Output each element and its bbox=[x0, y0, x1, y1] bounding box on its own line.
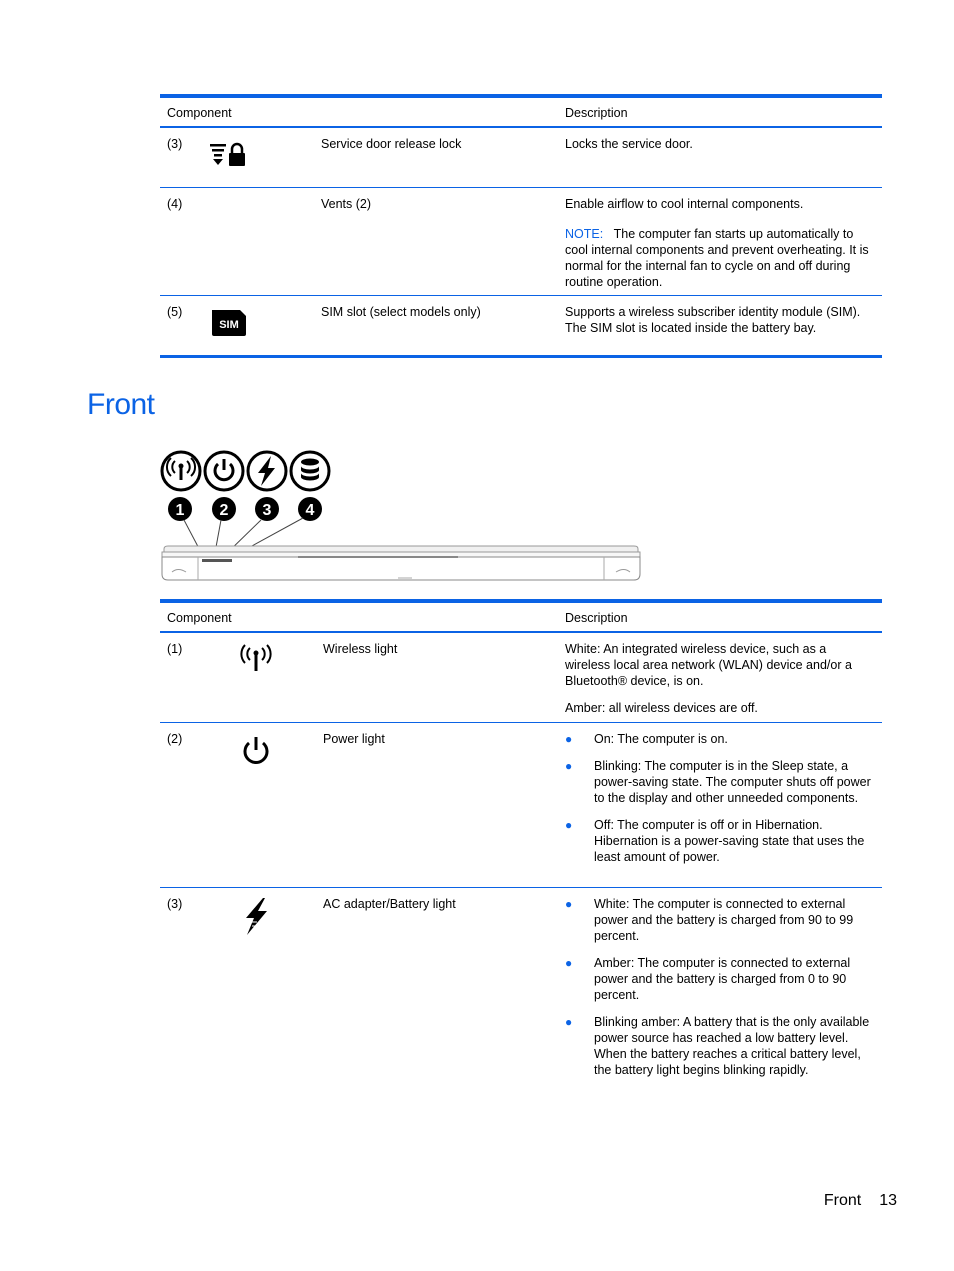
page-footer bbox=[824, 1192, 897, 1210]
bullet-icon: ● bbox=[565, 818, 573, 832]
table-header bbox=[160, 599, 882, 633]
sim-icon-text: SIM bbox=[219, 319, 239, 331]
sim-icon bbox=[212, 310, 248, 340]
component-name: SIM slot (select models only) bbox=[321, 305, 481, 319]
table-row bbox=[160, 128, 882, 188]
note-text: The computer fan starts up automatically to cool internal components and prevent overheating. It is normal for the internal fan to cycle on and off during routine operation. bbox=[565, 227, 869, 289]
wireless-icon bbox=[162, 452, 200, 490]
component-description bbox=[565, 641, 870, 727]
note-label: NOTE: bbox=[565, 227, 604, 241]
description-text: Locks the service door. bbox=[565, 137, 693, 151]
laptop-front bbox=[162, 546, 640, 580]
list-item: ● Amber: The computer is connected to external power and the battery is charged from 0 to 90 percent. bbox=[565, 956, 851, 1002]
wireless-icon bbox=[239, 644, 273, 678]
component-description bbox=[565, 196, 877, 301]
list-item: ● Blinking amber: A battery that is the only available power source has reached a low battery level. When the battery reaches a critical battery level, the battery light begins blinking rapidly. bbox=[565, 1015, 870, 1077]
component-description bbox=[565, 731, 877, 876]
header-description: Description bbox=[565, 611, 628, 625]
bullet-icon: ● bbox=[565, 732, 573, 746]
svg-text:2: 2 bbox=[219, 502, 229, 519]
front-view-illustration bbox=[158, 448, 644, 593]
row-number: (3) bbox=[167, 137, 183, 151]
description-text: Supports a wireless subscriber identity module (SIM). The SIM slot is located inside the battery bay. bbox=[565, 305, 861, 335]
bullet-icon: ● bbox=[565, 956, 573, 970]
header-component: Component bbox=[167, 106, 232, 120]
svg-text:3: 3 bbox=[262, 502, 272, 519]
list-item: ● Blinking: The computer is in the Sleep state, a power-saving state. The computer shuts off power to the display and other unneeded components. bbox=[565, 759, 871, 805]
list-item: ● Off: The computer is off or in Hibernation. Hibernation is a power-saving state that uses the least amount of power. bbox=[565, 818, 865, 864]
bullet-list bbox=[565, 896, 877, 1078]
svg-text:4: 4 bbox=[305, 502, 315, 519]
row-number: (5) bbox=[167, 305, 183, 319]
section-title: Front bbox=[87, 388, 155, 421]
bullet-icon: ● bbox=[565, 759, 573, 773]
row-number: (4) bbox=[167, 197, 183, 211]
row-number: (1) bbox=[167, 642, 183, 656]
list-item: ● White: The computer is connected to external power and the battery is charged from 90 to 99 percent. bbox=[565, 897, 854, 943]
header-description: Description bbox=[565, 106, 628, 120]
svg-text:1: 1 bbox=[175, 502, 185, 519]
component-name: Service door release lock bbox=[321, 137, 462, 151]
component-name: Wireless light bbox=[323, 642, 398, 656]
callout-4 bbox=[298, 497, 322, 521]
description-text: White: An integrated wireless device, such as a wireless local area network (WLAN) device and/or a Bluetooth® device, is on. bbox=[565, 642, 852, 688]
table-header bbox=[160, 94, 882, 128]
component-description bbox=[565, 304, 875, 347]
page-number: 13 bbox=[879, 1192, 897, 1209]
bullet-icon: ● bbox=[565, 1015, 573, 1029]
callout-3 bbox=[255, 497, 279, 521]
list-item: ● On: The computer is on. bbox=[565, 732, 728, 746]
component-name: Vents (2) bbox=[321, 197, 372, 211]
row-number: (2) bbox=[167, 732, 183, 746]
table-row bbox=[160, 188, 882, 296]
component-description bbox=[565, 136, 875, 163]
component-name: AC adapter/Battery light bbox=[323, 897, 456, 911]
description-text: Enable airflow to cool internal components. bbox=[565, 197, 804, 211]
component-description bbox=[565, 896, 877, 1089]
footer-section: Front bbox=[823, 1192, 862, 1209]
ac-adapter-icon bbox=[248, 452, 286, 490]
bullet-list bbox=[565, 731, 877, 865]
power-icon bbox=[241, 736, 271, 770]
row-number: (3) bbox=[167, 897, 183, 911]
bullet-icon: ● bbox=[565, 897, 573, 911]
components-table-front bbox=[160, 599, 882, 1098]
components-table-top bbox=[160, 94, 882, 358]
ac-adapter-battery-icon bbox=[243, 898, 269, 940]
description-text: Amber: all wireless devices are off. bbox=[565, 701, 758, 715]
callout-2 bbox=[212, 497, 236, 521]
callout-1 bbox=[168, 497, 192, 521]
service-door-lock-icon bbox=[210, 142, 250, 172]
note bbox=[565, 226, 877, 290]
component-name: Power light bbox=[323, 732, 385, 746]
table-row bbox=[160, 723, 882, 888]
table-row bbox=[160, 633, 882, 723]
table-row bbox=[160, 888, 882, 1098]
table-row bbox=[160, 296, 882, 358]
header-component: Component bbox=[167, 611, 232, 625]
power-icon bbox=[205, 452, 243, 490]
drive-icon bbox=[291, 452, 329, 490]
